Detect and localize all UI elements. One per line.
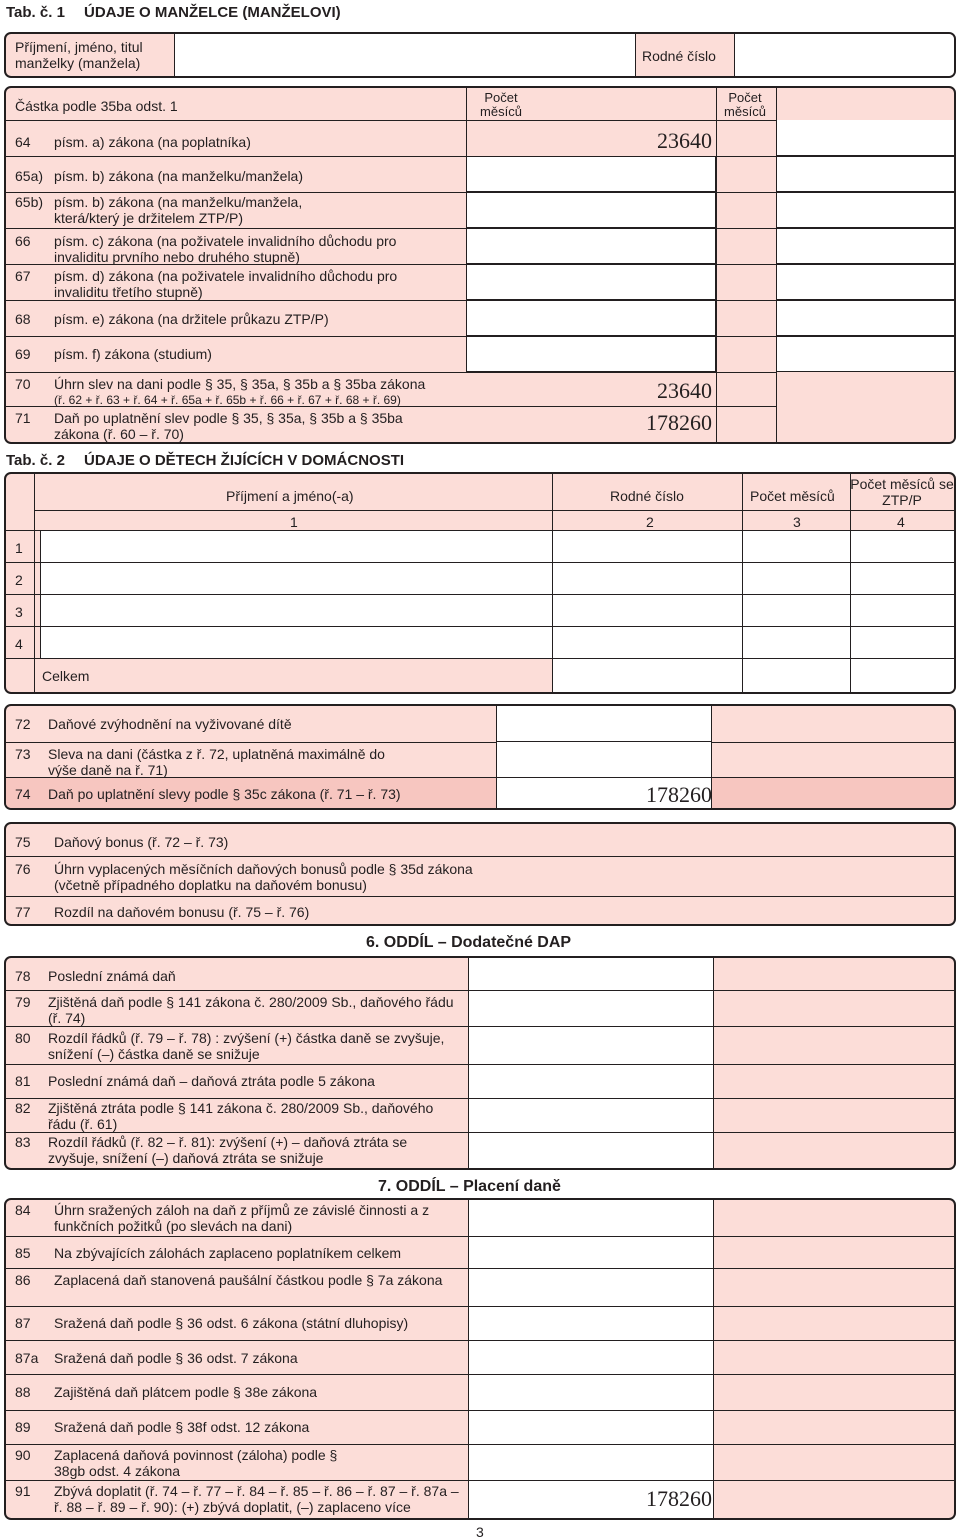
row-65b-num: 65b) (15, 194, 44, 210)
row-66-num: 66 (15, 233, 31, 249)
row-87a-num: 87a (15, 1350, 39, 1366)
row-73-value[interactable] (496, 742, 712, 778)
child-4-name[interactable] (40, 627, 552, 659)
spouse-identity-box (4, 32, 956, 78)
row-75-text: Daňový bonus (ř. 72 – ř. 73) (54, 834, 229, 850)
row-87-num: 87 (15, 1315, 31, 1331)
child-3-ztp[interactable] (850, 595, 956, 627)
row-65a-num: 65a) (15, 168, 44, 184)
row-81-num: 81 (15, 1073, 31, 1089)
row-70-text2: (ř. 62 + ř. 63 + ř. 64 + ř. 65a + ř. 65b + ř. 66 + ř. 67 + ř. 68 + ř. 69) (54, 393, 401, 407)
child-1-ztp[interactable] (850, 531, 956, 563)
row-77-num: 77 (15, 904, 31, 920)
row-89-num: 89 (15, 1419, 31, 1435)
row-67-value[interactable] (466, 264, 716, 300)
section7-values-column[interactable] (468, 1200, 714, 1520)
row-68-text: písm. e) zákona (na držitele průkazu ZTP/P) (54, 311, 329, 327)
row-89-text: Sražená daň podle § 38f odst. 12 zákona (54, 1419, 310, 1435)
row-84-num: 84 (15, 1202, 31, 1218)
child-credit-box (4, 704, 956, 810)
row-85-num: 85 (15, 1245, 31, 1261)
children-total-label: Celkem (42, 668, 90, 684)
row-67-text: písm. d) zákona (na poživatele invalidního důchodu pro invaliditu třetího stupně) (54, 268, 398, 300)
row-82-text: Zjištěná ztráta podle § 141 zákona č. 280/2009 Sb., daňového řádu (ř. 61) (48, 1100, 434, 1132)
row-87a-text: Sražená daň podle § 36 odst. 7 zákona (54, 1350, 298, 1366)
row-71-text1: Daň po uplatnění slev podle § 35, § 35a, § 35b a § 35ba (54, 410, 403, 426)
child-row-2-num: 2 (15, 572, 23, 588)
row-65b-months[interactable] (776, 192, 956, 228)
children-table (4, 472, 956, 694)
row-78-text: Poslední známá daň (48, 968, 176, 984)
child-2-birth[interactable] (552, 563, 742, 595)
row-80-text: Rozdíl řádků (ř. 79 – ř. 78) : zvýšení (+) částka daně se zvyšuje, snížení (–) částka daně se snižuje (48, 1030, 445, 1062)
row-91-num: 91 (15, 1483, 31, 1499)
child-row-1-num: 1 (15, 540, 23, 556)
child-3-birth[interactable] (552, 595, 742, 627)
spouse-birth-field[interactable] (734, 34, 956, 78)
row-83-text: Rozdíl řádků (ř. 82 – ř. 81): zvýšení (+) – daňová ztráta se zvyšuje, snížení (–) daňová ztráta se snižuje (48, 1134, 408, 1166)
row-75-num: 75 (15, 834, 31, 850)
col-num-1: 1 (290, 514, 298, 530)
amount-header: Částka podle 35ba odst. 1 (15, 98, 178, 114)
row-84-text: Úhrn sražených záloh na daň z příjmů ze závislé činnosti a z funkčních požitků (po slevách na dani) (54, 1202, 430, 1234)
child-3-name[interactable] (40, 595, 552, 627)
row-68-num: 68 (15, 311, 31, 327)
total-birth[interactable] (552, 659, 742, 694)
spouse-name-field[interactable] (174, 34, 636, 78)
section7-box (4, 1198, 956, 1520)
child-4-birth[interactable] (552, 627, 742, 659)
row-86-text: Zaplacená daň stanovená paušální částkou podle § 7a zákona (54, 1272, 443, 1288)
row-74-num: 74 (15, 786, 31, 802)
row-88-text: Zajištěná daň plátcem podle § 38e zákona (54, 1384, 318, 1400)
child-4-months[interactable] (742, 627, 850, 659)
tab1-amounts-box (4, 86, 956, 444)
row-78-num: 78 (15, 968, 31, 984)
row-77-text: Rozdíl na daňovém bonusu (ř. 75 – ř. 76) (54, 904, 310, 920)
child-row-3-num: 3 (15, 604, 23, 620)
tab2-label: Tab. č. 2 (6, 452, 65, 469)
col-months-header: Počet měsíců (750, 488, 835, 504)
row-88-num: 88 (15, 1384, 31, 1400)
row-73-text: Sleva na dani (částka z ř. 72, uplatněná maximálně do výše daně na ř. 71) (48, 746, 385, 778)
col-num-3: 3 (793, 514, 801, 530)
row-79-num: 79 (15, 994, 31, 1010)
row-76-num: 76 (15, 861, 31, 877)
row-90-text: Zaplacená daňová povinnost (záloha) podle § 38gb odst. 4 zákona (54, 1447, 338, 1479)
row-70-value: 23640 (657, 378, 712, 403)
row-69-text: písm. f) zákona (studium) (54, 346, 212, 362)
row-64-text: písm. a) zákona (na poplatníka) (54, 134, 251, 150)
col-ztp-header: Počet měsíců se ZTP/P (850, 476, 954, 508)
child-row-4-num: 4 (15, 636, 23, 652)
col-num-4: 4 (897, 514, 905, 530)
row-83-num: 83 (15, 1134, 31, 1150)
row-86-num: 86 (15, 1272, 31, 1288)
page-number: 3 (476, 1524, 484, 1540)
row-66-text: písm. c) zákona (na poživatele invalidního důchodu pro invaliditu prvního nebo druhého stupně) (54, 233, 397, 265)
col-num-2: 2 (646, 514, 654, 530)
row-91-value: 178260 (646, 1486, 712, 1511)
tab1-label: Tab. č. 1 (6, 4, 65, 21)
row-81-text: Poslední známá daň – daňová ztráta podle 5 zákona (48, 1073, 375, 1089)
row-69-value[interactable] (466, 336, 716, 372)
spouse-birth-label: Rodné číslo (642, 48, 716, 64)
row-70-num: 70 (15, 376, 31, 392)
row-68-value[interactable] (466, 300, 716, 336)
row-82-num: 82 (15, 1100, 31, 1116)
row-69-num: 69 (15, 346, 31, 362)
row-64-months[interactable] (776, 120, 956, 156)
row-64-value: 23640 (657, 128, 712, 153)
child-2-ztp[interactable] (850, 563, 956, 595)
child-2-months[interactable] (742, 563, 850, 595)
months-header-2: Počet měsíců (724, 90, 766, 119)
row-73-num: 73 (15, 746, 31, 762)
tab2-title: ÚDAJE O DĚTECH ŽIJÍCÍCH V DOMÁCNOSTI (84, 452, 405, 469)
row-71-num: 71 (15, 410, 31, 426)
row-67-months[interactable] (776, 264, 956, 300)
row-72-text: Daňové zvýhodnění na vyživované dítě (48, 716, 292, 732)
row-66-months[interactable] (776, 228, 956, 264)
child-1-birth[interactable] (552, 531, 742, 563)
row-65a-value[interactable] (466, 156, 716, 192)
col-name-header: Příjmení a jméno(-a) (226, 488, 354, 504)
section6-box (4, 956, 956, 1170)
row-65a-months[interactable] (776, 156, 956, 192)
row-90-num: 90 (15, 1447, 31, 1463)
tab1-title: ÚDAJE O MANŽELCE (MANŽELOVI) (84, 4, 341, 21)
child-1-name[interactable] (40, 531, 552, 563)
row-65b-value[interactable] (466, 192, 716, 228)
row-72-num: 72 (15, 716, 31, 732)
section6-title: 6. ODDÍL – Dodatečné DAP (366, 934, 572, 951)
total-ztp[interactable] (850, 659, 956, 694)
total-months[interactable] (742, 659, 850, 694)
row-74-value: 178260 (646, 782, 712, 807)
row-70-text1: Úhrn slev na dani podle § 35, § 35a, § 35b a § 35ba zákona (54, 376, 426, 392)
spouse-name-label: Příjmení, jméno, titul manželky (manžela) (15, 39, 143, 71)
child-1-months[interactable] (742, 531, 850, 563)
section7-title: 7. ODDÍL – Placení daně (378, 1178, 561, 1195)
row-85-text: Na zbývajících zálohách zaplaceno poplatníkem celkem (54, 1245, 402, 1261)
row-65b-text: písm. b) zákona (na manželku/manžela, která/který je držitelem ZTP/P) (54, 194, 303, 226)
child-3-months[interactable] (742, 595, 850, 627)
row-79-text: Zjištěná daň podle § 141 zákona č. 280/2009 Sb., daňového řádu (ř. 74) (48, 994, 454, 1026)
child-4-ztp[interactable] (850, 627, 956, 659)
row-68-months[interactable] (776, 300, 956, 336)
row-67-num: 67 (15, 268, 31, 284)
row-71-text2: zákona (ř. 60 – ř. 70) (54, 426, 184, 442)
row-91-text: Zbývá doplatit (ř. 74 – ř. 77 – ř. 84 – ř. 85 – ř. 86 – ř. 87 – ř. 87a – ř. 88 – ř. 89 – ř. 90): (+) zbývá doplatit, (–) zaplaceno více (54, 1483, 459, 1515)
row-66-value[interactable] (466, 228, 716, 264)
row-87-text: Sražená daň podle § 36 odst. 6 zákona (státní dluhopisy) (54, 1315, 409, 1331)
row-72-value[interactable] (496, 706, 712, 742)
months-header-1: Počet měsíců (480, 90, 522, 119)
row-74-text: Daň po uplatnění slevy podle § 35c zákona (ř. 71 – ř. 73) (48, 786, 401, 802)
child-2-name[interactable] (40, 563, 552, 595)
row-69-months[interactable] (776, 336, 956, 372)
row-65a-text: písm. b) zákona (na manželku/manžela) (54, 168, 303, 184)
row-71-value: 178260 (646, 410, 712, 435)
row-64-num: 64 (15, 134, 31, 150)
tax-bonus-box (4, 822, 956, 926)
row-76-text: Úhrn vyplacených měsíčních daňových bonusů podle § 35d zákona (včetně případného doplatku na daňovém bonusu) (54, 861, 473, 893)
row-80-num: 80 (15, 1030, 31, 1046)
col-birth-header: Rodné číslo (610, 488, 684, 504)
